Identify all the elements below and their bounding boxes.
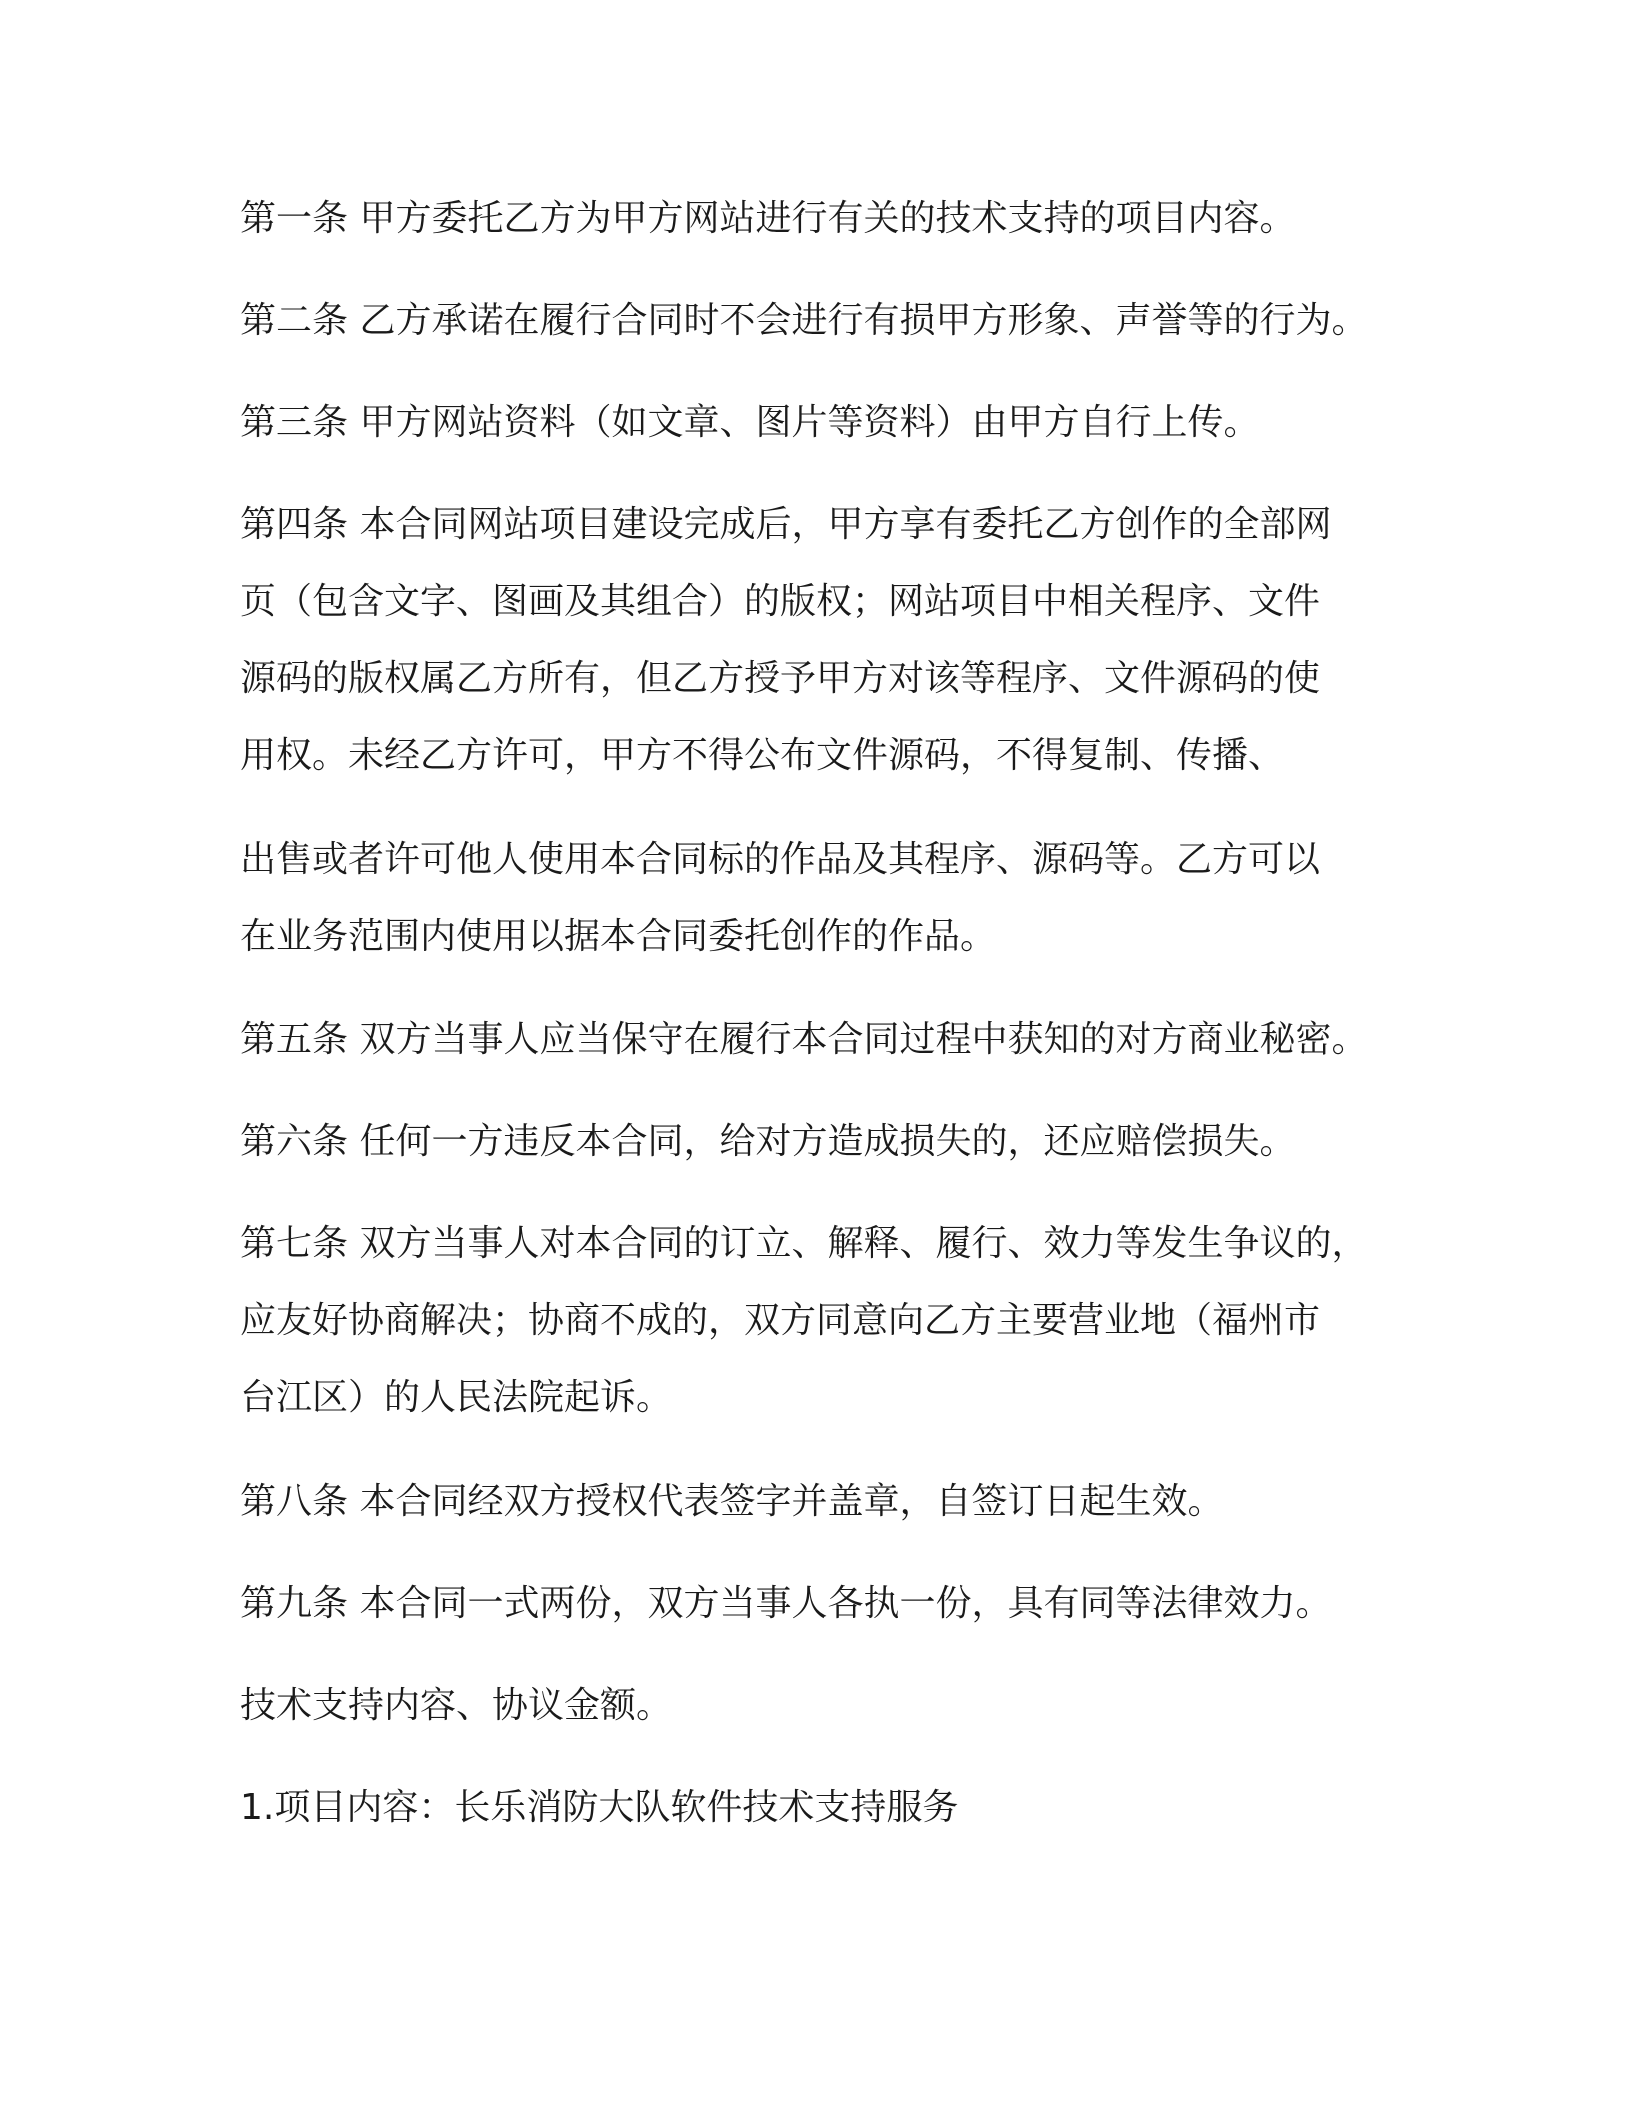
- clause-4-line-4: 用权。未经乙方许可，甲方不得公布文件源码，不得复制、传播、: [240, 735, 1285, 776]
- clause-1-line: 第一条 甲方委托乙方为甲方网站进行有关的技术支持的项目内容。: [240, 198, 1296, 239]
- clause-4-line-5: 出售或者许可他人使用本合同标的作品及其程序、源码等。乙方可以: [240, 839, 1321, 880]
- clause-4-line-6: 在业务范围内使用以据本合同委托创作的作品。: [240, 916, 997, 957]
- clause-7-line-2: 应友好协商解决；协商不成的，双方同意向乙方主要营业地（福州市: [240, 1300, 1321, 1341]
- clause-7-line-1: 第七条 双方当事人对本合同的订立、解释、履行、效力等发生争议的，: [240, 1223, 1368, 1264]
- section-heading: 技术支持内容、协议金额。: [240, 1685, 673, 1726]
- clause-2-line: 第二条 乙方承诺在履行合同时不会进行有损甲方形象、声誉等的行为。: [240, 300, 1368, 341]
- clause-7-line-3: 台江区）的人民法院起诉。: [240, 1377, 673, 1418]
- clause-8-line: 第八条 本合同经双方授权代表签字并盖章，自签订日起生效。: [240, 1481, 1224, 1522]
- clause-3-line: 第三条 甲方网站资料（如文章、图片等资料）由甲方自行上传。: [240, 402, 1260, 443]
- clause-4-line-2: 页（包含文字、图画及其组合）的版权；网站项目中相关程序、文件: [240, 581, 1321, 622]
- clause-4-line-1: 第四条 本合同网站项目建设完成后，甲方享有委托乙方创作的全部网: [240, 504, 1332, 545]
- clause-9-line: 第九条 本合同一式两份，双方当事人各执一份，具有同等法律效力。: [240, 1583, 1332, 1624]
- clause-5-line: 第五条 双方当事人应当保守在履行本合同过程中获知的对方商业秘密。: [240, 1019, 1368, 1060]
- project-content-line: 1.项目内容：长乐消防大队软件技术支持服务: [240, 1787, 959, 1828]
- clause-6-line: 第六条 任何一方违反本合同，给对方造成损失的，还应赔偿损失。: [240, 1121, 1296, 1162]
- clause-4-line-3: 源码的版权属乙方所有，但乙方授予甲方对该等程序、文件源码的使: [240, 658, 1321, 699]
